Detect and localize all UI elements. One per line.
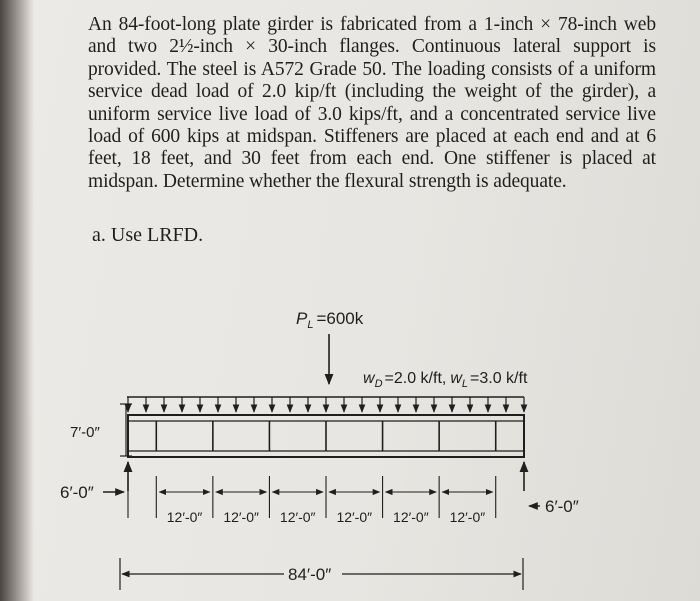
right-end-label: 6′-0″ bbox=[545, 497, 579, 516]
panel-label: 12′-0″ bbox=[393, 509, 429, 525]
panel-label: 12′-0″ bbox=[279, 509, 316, 525]
panel-dimensions bbox=[128, 476, 496, 525]
panel-label: 12′-0″ bbox=[449, 509, 486, 525]
distributed-load-label: $w_D =2.0$ k/ft, $w_L =3.0$ k/ft bbox=[363, 370, 528, 390]
part-a-label: a. Use LRFD. bbox=[92, 224, 204, 246]
panel-label: 12′-0″ bbox=[166, 509, 203, 525]
span-label: 84′-0″ bbox=[288, 565, 332, 584]
panel-label: 12′-0″ bbox=[223, 509, 259, 525]
point-load-label: $P_L =600k$ bbox=[296, 309, 364, 331]
depth-label: 7′-0″ bbox=[70, 424, 100, 441]
panel-label: 12′-0″ bbox=[336, 509, 373, 525]
stiffeners bbox=[128, 421, 524, 451]
problem-text: An 84-foot-long plate girder is fabricated from a 1-inch × 78-inch web and two 2½-inch × 30-inch flanges. Continuous lateral support is provided. The steel is A572 Grade 50. The loading consists of a uniform service dead load of 2.0 kip/ft (including the weight of the girder), a uniform service live load of 3.0 kips/ft, and a concentrated service live load of 600 kips at midspan. Stiffeners are placed at each end and at 6 feet, 18 feet, and 30 feet from each end. One stiffener is placed at midspan. Determine whether the flexural strength is adequate. bbox=[88, 14, 656, 192]
distributed-load-arrows bbox=[128, 397, 524, 412]
left-end-label: 6′-0″ bbox=[60, 483, 94, 502]
